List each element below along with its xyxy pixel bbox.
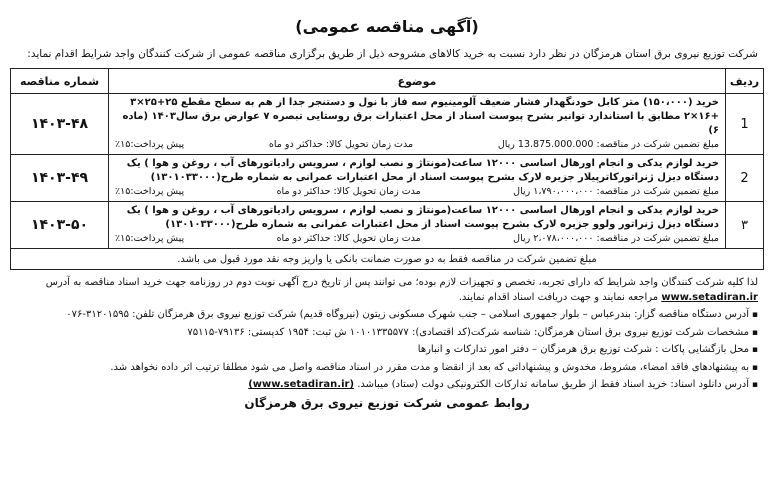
download-link[interactable]: (www.setadiran.ir) bbox=[248, 379, 355, 390]
header-radif: ردیف bbox=[726, 69, 764, 94]
row-prepay: پیش پرداخت:۱۵٪ bbox=[115, 233, 185, 244]
row-delivery: مدت زمان تحویل کالا: حداکثر دو ماه bbox=[268, 139, 414, 150]
signature: روابط عمومی شرکت توزیع نیروی برق هرمزگان bbox=[244, 395, 530, 410]
header-subject: موضوع bbox=[109, 69, 726, 94]
tender-table bbox=[10, 68, 764, 270]
note-download-text: آدرس دانلود اسناد: خرید اسناد فقط از طریق سامانه تدارکات الکترونیکی دولت (ستاد) میباشد. bbox=[357, 379, 750, 390]
row-radif: 2 bbox=[726, 155, 764, 202]
table-row bbox=[11, 155, 764, 202]
notes-section bbox=[16, 276, 758, 410]
row-prepay: پیش پرداخت:۱۵٪ bbox=[115, 139, 185, 150]
note-purchase bbox=[16, 276, 758, 305]
table-header-row bbox=[11, 69, 764, 94]
note-conditions: ▪ به پیشنهادهای فاقد امضاء، مشروط، مخدوش و پیشنهاداتی که بعد از انقضا و مدت مقرر در اسناد مناقصه واصل می شود مطلقا ترتیب اثر داده نخواهد شد. bbox=[16, 361, 758, 376]
row-subject: خرید لوازم یدکی و انجام اورهال اساسی ۱۲۰۰۰ ساعت(مونتاژ و نصب لوازم ، سرویس رادیاتورهای آب ، روغن و هوا ) یک دستگاه دیزل ژنراتورکاترپیلار جزیره لارک بشرح پیوست اسناد از محل اعتبارات عمرانی به شماره طرح(۱۳۰۱۰۳۳۰۰۰) bbox=[126, 158, 719, 183]
row-tender-number: ۱۴۰۳-۵۰ bbox=[11, 202, 109, 249]
row-guarantee: مبلغ تضمین شرکت در مناقصه: ۲،۰۷۸،۰۰۰،۰۰۰ ریال bbox=[513, 233, 719, 244]
row-radif: 1 bbox=[726, 94, 764, 155]
note-opening-place: ▪ محل بازگشایی پاکات : شرکت توزیع برق هرمزگان – دفتر امور تدارکات و انبارها bbox=[16, 343, 758, 358]
row-delivery: مدت زمان تحویل کالا: حداکثر دو ماه bbox=[276, 186, 421, 197]
row-radif: ۳ bbox=[726, 202, 764, 249]
guarantee-note: مبلغ تضمین شرکت در مناقصه فقط به دو صورت ضمانت بانکی یا واریز وجه نقد مورد قبول می باشد. bbox=[11, 249, 764, 270]
row-description bbox=[109, 94, 726, 155]
row-tender-number: ۱۴۰۳-۴۹ bbox=[11, 155, 109, 202]
row-guarantee: مبلغ تضمین شرکت در مناقصه: 13.875.000.000 ریال bbox=[497, 139, 719, 150]
table-row bbox=[11, 202, 764, 249]
note-company: ▪ مشخصات شرکت توزیع نیروی برق استان هرمزگان: شناسه شرکت(کد اقتصادی): ۱۰۱۰۱۳۳۵۵۷۷ ش ثبت: ۱۹۵۴ کدپستی: ۷۹۱۳۶-۷۵۱۱۵ bbox=[16, 326, 758, 341]
note-address: ▪ آدرس دستگاه مناقصه گزار: بندرعباس – بلوار جمهوری اسلامی – جنب شهرک مسکونی زیتون (نیروگاه قدیم) شرکت توزیع نیروی برق هرمزگان تلفن: ۳۱۲۰۱۵۹۵-۰۷۶ bbox=[16, 308, 758, 323]
table-row bbox=[11, 94, 764, 155]
setadiran-link[interactable]: www.setadiran.ir bbox=[661, 291, 758, 303]
row-terms bbox=[115, 232, 719, 246]
row-tender-number: ۱۴۰۳-۴۸ bbox=[11, 94, 109, 155]
row-delivery: مدت زمان تحویل کالا: حداکثر دو ماه bbox=[276, 233, 421, 244]
row-subject: خرید لوازم یدکی و انجام اورهال اساسی ۱۲۰۰۰ ساعت(مونتاژ و نصب لوازم ، سرویس رادیاتورهای آب ، روغن و هوا ) یک دستگاه دیزل ژنراتور ولوو جزیره لارک بشرح پیوست اسناد از محل اعتبارات عمرانی به شماره طرح(۱۳۰۱۰۳۳۰۰۰) bbox=[126, 205, 719, 230]
page-title: (آگهی مناقصه عمومی) bbox=[295, 17, 479, 36]
row-terms bbox=[115, 185, 719, 199]
note-download bbox=[16, 378, 758, 393]
row-description bbox=[109, 155, 726, 202]
intro-text: شرکت توزیع نیروی برق استان هرمزگان در نظر دارد نسبت به خرید کالاهای مشروحه ذیل از طریق برگزاری مناقصه عمومی از شرکت کنندگان واجد شرایط اقدام نماید: bbox=[27, 48, 758, 60]
row-subject: خرید (۱۵۰،۰۰۰) متر کابل خودنگهدار فشار ضعیف آلومینیوم سه فاز با نول و دستنجر جدا از هم به سطح مقطع ۲۵+۲۵×۳ +۱۶×۲ مطابق با استاندارد توانیر بشرح پیوست اسناد از محل اعتبارات برق روستایی تبصره ۷ عوارض برق سال۱۴۰۳ (ماده ۶) bbox=[122, 97, 719, 136]
note-purchase-text: لذا کلیه شرکت کنندگان واجد شرایط که دارای تجربه، تخصص و تجهیزات لازم بوده؛ می توانند پس از تاریخ درج آگهی نوبت دوم در روزنامه جهت خرید اسناد مناقصه به آدرس bbox=[45, 277, 758, 288]
row-guarantee: مبلغ تضمین شرکت در مناقصه: ۱،۷۹۰،۰۰۰،۰۰۰ ریال bbox=[513, 186, 719, 197]
row-terms bbox=[115, 138, 719, 152]
table-footer-row bbox=[11, 249, 764, 270]
row-description bbox=[109, 202, 726, 249]
header-number: شماره مناقصه bbox=[11, 69, 109, 94]
row-prepay: پیش پرداخت:۱۵٪ bbox=[115, 186, 185, 197]
note-purchase-tail: مراجعه نمایند و جهت دریافت اسناد اقدام نمایند. bbox=[458, 291, 659, 303]
